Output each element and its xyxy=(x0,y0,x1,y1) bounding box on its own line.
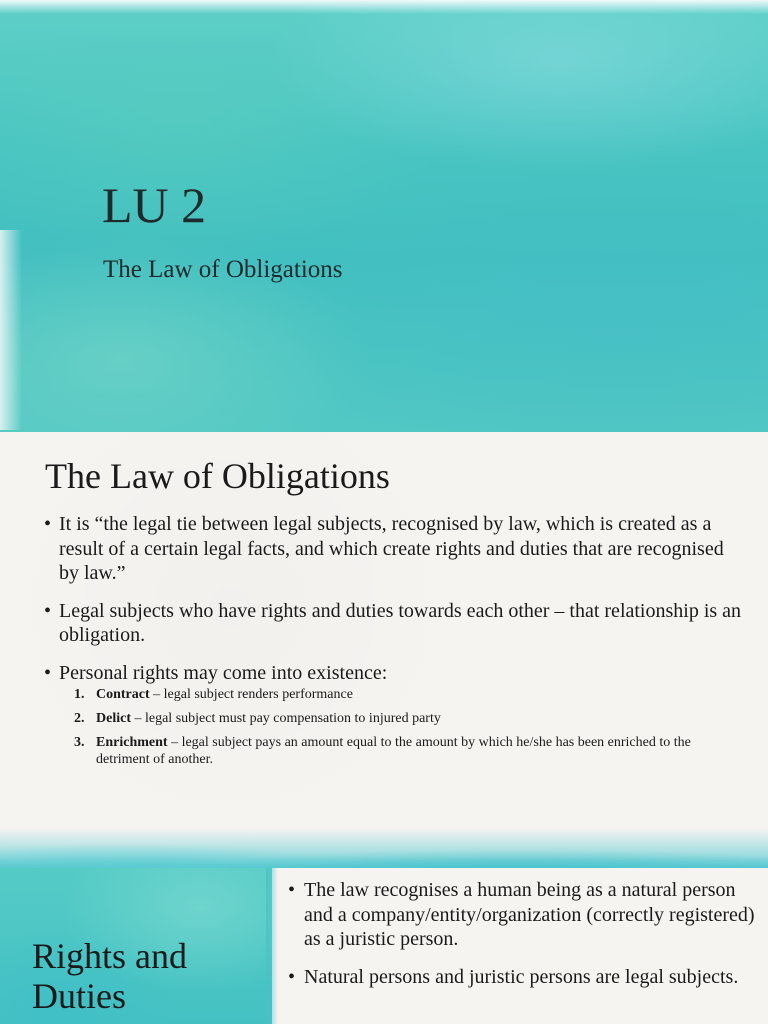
title-slide xyxy=(0,0,768,432)
bullet-item xyxy=(44,661,744,686)
slide-subtitle: The Law of Obligations xyxy=(103,256,343,283)
bullet-dot: • xyxy=(44,661,52,684)
bullet-dot: • xyxy=(288,965,296,988)
content-slide-law-of-obligations xyxy=(0,432,768,868)
bullet-item xyxy=(44,599,744,648)
bullet-list xyxy=(44,512,744,698)
bullet-list xyxy=(288,878,758,1002)
bullet-text: Personal rights may come into existence: xyxy=(59,661,388,684)
bullet-text: Natural persons and juristic persons are legal subjects. xyxy=(304,965,739,988)
bullet-item xyxy=(288,878,758,952)
bullet-dot: • xyxy=(44,599,52,622)
item-text: – legal subject renders performance xyxy=(149,687,353,702)
watercolor-edge-top xyxy=(0,0,768,14)
watercolor-side-panel xyxy=(0,868,272,1024)
watercolor-edge-left xyxy=(0,230,22,430)
slide-title: LU 2 xyxy=(102,177,207,233)
numbered-item xyxy=(74,734,744,768)
numbered-item xyxy=(74,686,744,703)
bullet-dot: • xyxy=(44,513,52,535)
numbered-list xyxy=(74,686,744,775)
bullet-dot: • xyxy=(288,879,296,901)
watercolor-wash-bottom xyxy=(0,828,768,868)
side-title: Rights and Duties xyxy=(32,936,188,1016)
item-number: 3. xyxy=(74,735,85,750)
item-term: Contract xyxy=(96,687,150,702)
item-number: 1. xyxy=(74,687,85,702)
item-text: – legal subject pays an amount equal to the amount by which he/she has been enriched to the detriment of another. xyxy=(96,735,691,767)
content-slide-rights-and-duties xyxy=(0,868,768,1024)
bullet-text: Legal subjects who have rights and duties towards each other – that relationship is an obligation. xyxy=(59,599,742,646)
bullet-item xyxy=(44,512,744,586)
slide-heading: The Law of Obligations xyxy=(45,456,390,496)
item-number: 2. xyxy=(74,711,85,726)
bullet-item xyxy=(288,965,758,990)
item-term: Delict xyxy=(96,711,131,726)
bullet-text: The law recognises a human being as a natural person and a company/entity/organization (correctly registered) as a juristic person. xyxy=(304,879,755,950)
numbered-item xyxy=(74,710,744,727)
bullet-text: It is “the legal tie between legal subjects, recognised by law, which is created as a result of a certain legal facts, and which create rights and duties that are recognised by law.” xyxy=(59,513,724,584)
item-text: – legal subject must pay compensation to injured party xyxy=(130,711,441,726)
item-term: Enrichment xyxy=(96,735,168,750)
